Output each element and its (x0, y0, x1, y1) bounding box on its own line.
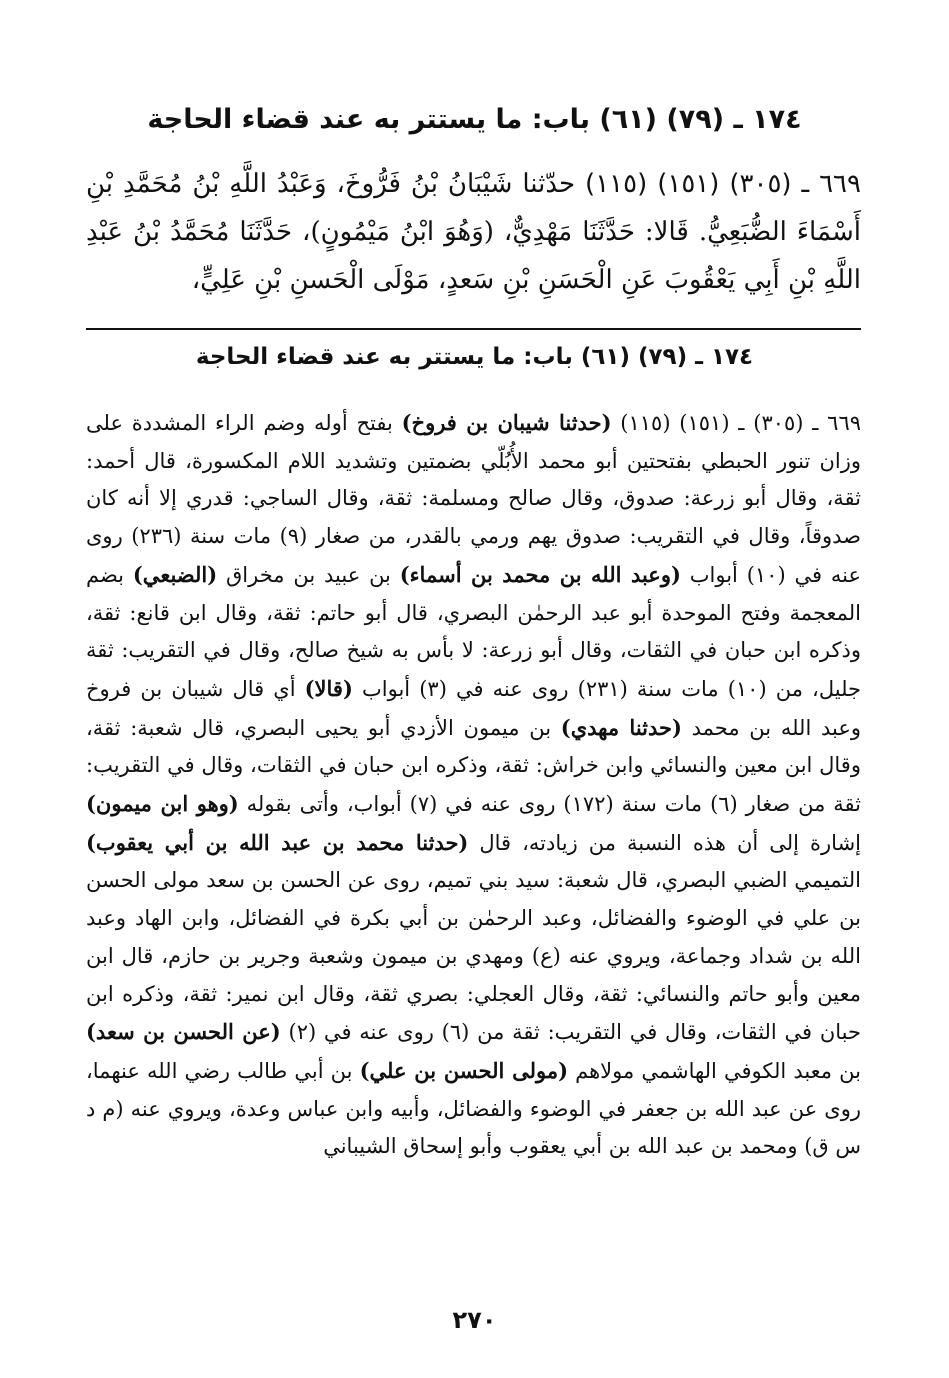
hadith-text-block (86, 160, 861, 304)
hadith-number: ٦٦٩ ـ (٣٠٥) (١٥١) (١١٥) (585, 169, 861, 199)
page-number: ٢٧٠ (452, 1306, 497, 1334)
commentary-quote: (وهو ابن ميمون) (86, 791, 239, 817)
commentary-text: إشارة إلى أن هذه النسبة من زيادته، قال (468, 830, 861, 855)
commentary-text-block (86, 404, 861, 1166)
commentary-quote: (الضبعي) (132, 561, 218, 587)
commentary-text: ٦٦٩ ـ (٣٠٥) ـ (١٥١) (١١٥) (611, 411, 862, 435)
commentary-text: بن عبيد بن مخراق (217, 562, 400, 587)
commentary-quote: (حدثنا شيبان بن فروخ) (401, 410, 612, 435)
commentary-text: أي قال شيبان بن فروخ وعبد الله بن محمد (86, 676, 862, 740)
commentary-quote: (حدثنا محمد بن عبد الله بن أبي يعقوب) (86, 829, 469, 855)
commentary-quote: (عن الحسن بن سعد) (86, 1019, 281, 1045)
commentary-heading: ١٧٤ ـ (٧٩) (٦١) باب: ما يستتر به عند قضاء الحاجة (195, 344, 754, 370)
commentary-text: بفتح أوله وضم الراء المشددة على وزان تنور الحبطي بفتحتين أبو محمد الأُبُلّي بضمتين وتشديد اللام المكسورة، قال أحمد: ثقة، وقال أبو زرعة: صدوق، وقال صالح ومسلمة: ثقة، وقال الساجي: قدري إلا أنه كان صدوقاً، وقال في التقريب: صدوق يهم ورمي بالقدر، من صغار (٩) مات سنة (٢٣٦) روى عنه في (١٠) أبواب (86, 411, 861, 587)
commentary-text: بضم المعجمة وفتح الموحدة أبو عبد الرحمٰن البصري، قال أبو حاتم: ثقة، وقال ابن قانع: ثقة، وذكره ابن حبان في الثقات، وقال أبو زرعة: لا بأس به شيخ صالح، وقال في التقريب: ثقة جليل، من (١٠) مات سنة (٢٣١) روى عنه في (٣) أبواب (86, 562, 862, 701)
commentary-text: بن ميمون الأزدي أبو يحيى البصري، قال شعبة: ثقة، وقال ابن معين والنسائي وابن خراش: ثقة، وذكره ابن حبان في الثقات، وقال في التقريب: ثقة من صغار (٦) مات سنة (١٧٢) روى عنه في (٧) أبواب، وأتى بقوله (86, 715, 861, 817)
commentary-text: بن معبد الكوفي الهاشمي مولاهم (568, 1058, 861, 1083)
commentary-quote: (وعبد الله بن محمد بن أسماء) (399, 561, 681, 587)
hadith-text: حدّثنا شَيْبَانُ بْنُ فَرُّوخَ، وَعَبْدُ اللَّهِ بْنُ مُحَمَّدِ بْنِ أَسْمَاءَ الضُّبَعِيُّ. قَالا: حَدَّثَنَا مَهْدِيٌّ، (وَهُوَ ابْنُ مَيْمُونٍ)، حَدَّثَنَا مُحَمَّدُ بْنُ عَبْدِ اللَّهِ بْنِ أَبِي يَعْقُوبَ عَنِ الْحَسَنِ بْنِ سَعدٍ، مَوْلَى الْحَسنِ بْنِ عَلِيٍّ، (86, 169, 861, 295)
commentary-text: بن أبي طالب رضي الله عنهما، روى عن عبد الله بن جعفر في الوضوء والفضائل، وأبيه وابن عباس وعدة، ويروي عنه (م د س ق) ومحمد بن عبد الله بن أبي يعقوب وأبو إسحاق الشيباني (86, 1058, 861, 1159)
commentary-quote: (حدثنا مهدي) (560, 714, 682, 740)
chapter-heading: ١٧٤ ـ (٧٩) (٦١) باب: ما يستتر به عند قضاء الحاجة (147, 104, 802, 135)
commentary-text: التميمي الضبي البصري، قال شعبة: سيد بني تميم، روى عن الحسن بن سعد مولى الحسن بن علي في الوضوء والفضائل، وعبد الرحمٰن بن أبي بكرة في الفضائل، وابن الهاد وعبد الله بن شداد وجماعة، ويروي عنه (ع) ومهدي بن ميمون وشعبة وجرير بن حازم، قال ابن معين وأبو حاتم والنسائي: ثقة، وقال العجلي: بصري ثقة، وقال ابن نمير: ثقة، وذكره ابن حبان في الثقات، وقال في التقريب: ثقة من (٦) روى عنه في (٢) (86, 868, 861, 1045)
section-divider (86, 328, 861, 330)
commentary-quote: (مولى الحسن بن علي) (359, 1057, 568, 1083)
commentary-quote: (قالا) (304, 675, 353, 701)
